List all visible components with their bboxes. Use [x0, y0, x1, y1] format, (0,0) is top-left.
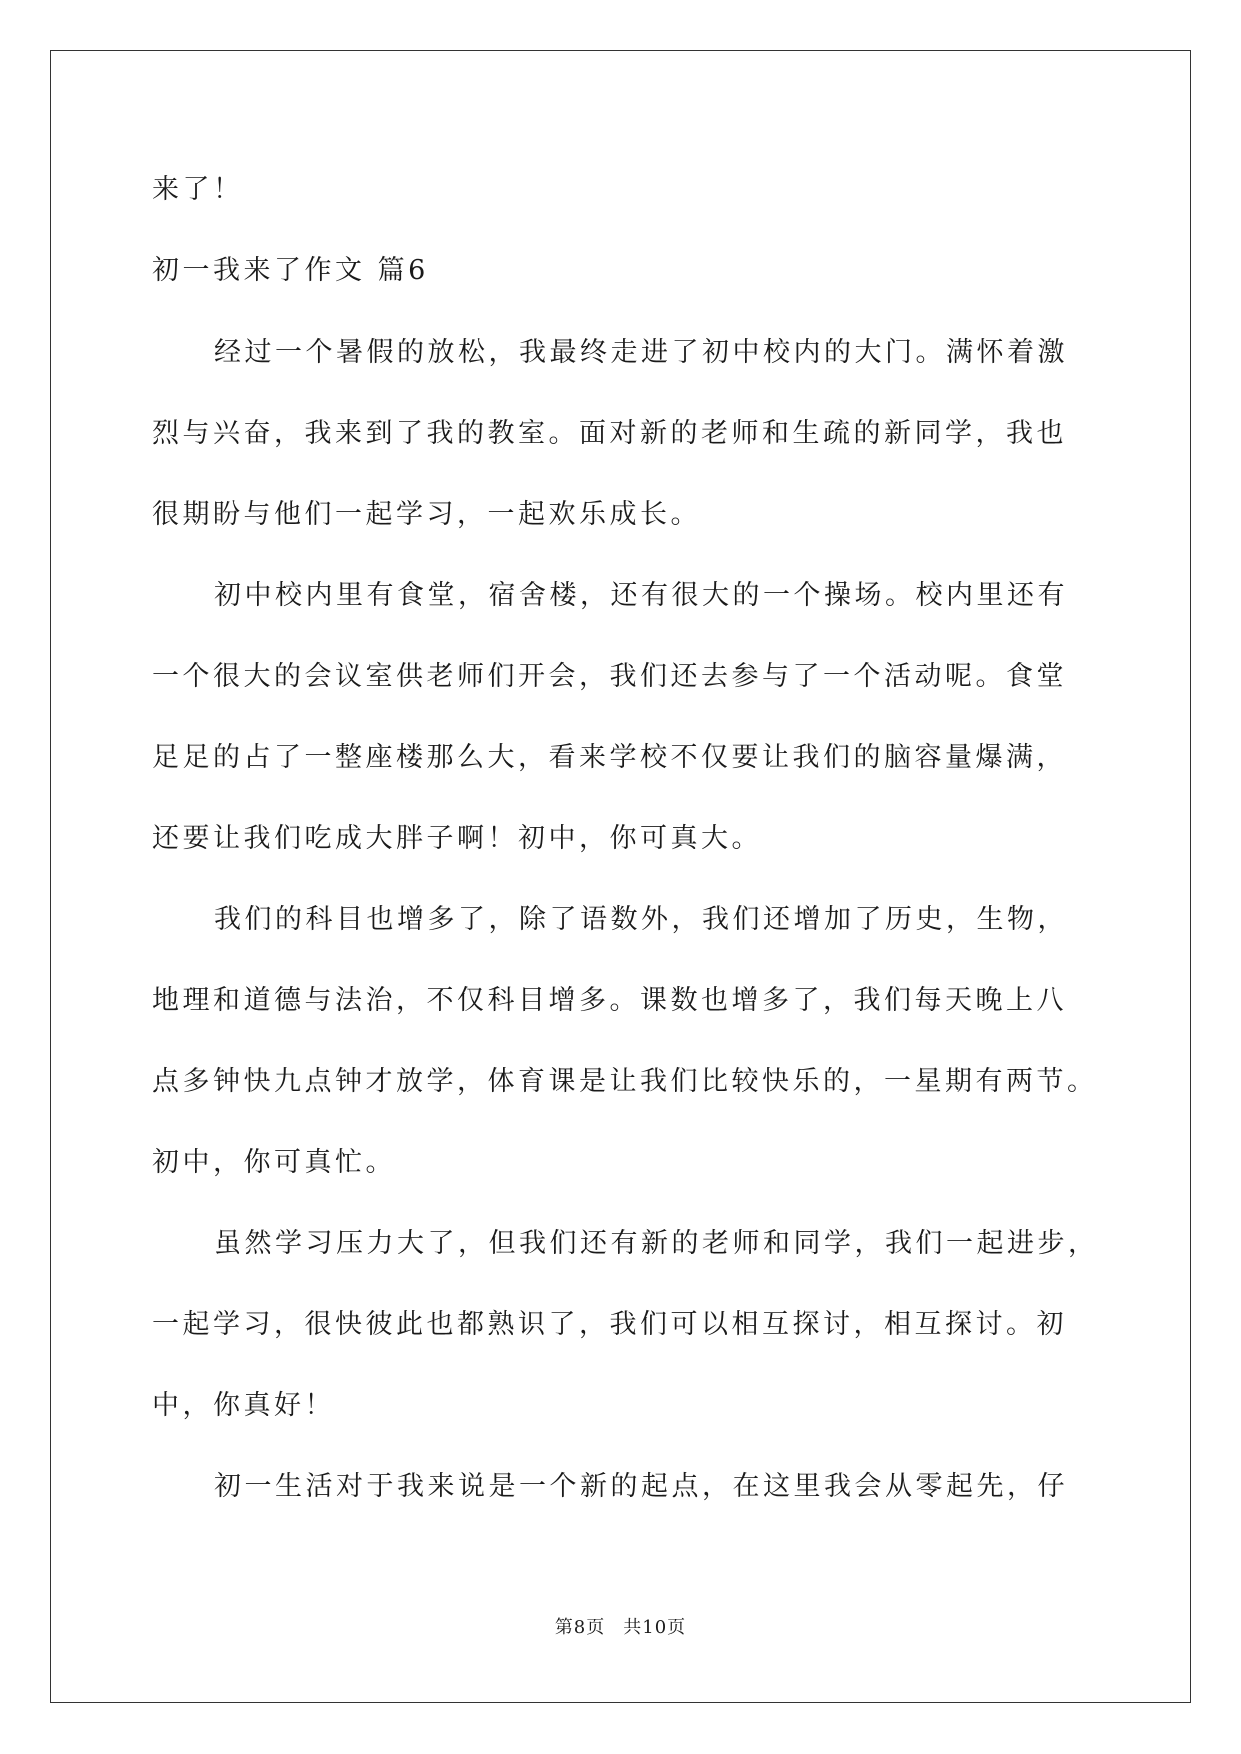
- text-line: 一个很大的会议室供老师们开会，我们还去参与了一个活动呢。食堂: [152, 661, 1067, 692]
- section-heading: 初一我来了作文 篇6: [152, 255, 429, 286]
- page-frame: [50, 50, 1191, 1703]
- page-footer: [0, 1619, 1241, 1637]
- text-line: 我们的科目也增多了，除了语数外，我们还增加了历史，生物，: [214, 904, 1068, 935]
- page-number: 第8页: [554, 1617, 606, 1638]
- text-line: 很期盼与他们一起学习，一起欢乐成长。: [152, 499, 701, 530]
- text-line: 经过一个暑假的放松，我最终走进了初中校内的大门。满怀着激: [214, 337, 1068, 368]
- text-line: 一起学习，很快彼此也都熟识了，我们可以相互探讨，相互探讨。初: [152, 1309, 1067, 1340]
- text-line: 初一生活对于我来说是一个新的起点，在这里我会从零起先，仔: [214, 1471, 1068, 1502]
- text-line: 还要让我们吃成大胖子啊！初中，你可真大。: [152, 823, 762, 854]
- page-total: 共10页: [623, 1617, 687, 1638]
- text-line: 地理和道德与法治，不仅科目增多。课数也增多了，我们每天晚上八: [152, 985, 1067, 1016]
- text-line: 初中校内里有食堂，宿舍楼，还有很大的一个操场。校内里还有: [214, 580, 1068, 611]
- text-line: 点多钟快九点钟才放学，体育课是让我们比较快乐的，一星期有两节。: [152, 1066, 1098, 1097]
- text-line: 虽然学习压力大了，但我们还有新的老师和同学，我们一起进步，: [214, 1228, 1099, 1259]
- text-line: 烈与兴奋，我来到了我的教室。面对新的老师和生疏的新同学，我也: [152, 418, 1067, 449]
- text-line: 中，你真好！: [152, 1390, 335, 1421]
- text-line: 初中，你可真忙。: [152, 1147, 396, 1178]
- text-line: 来了！: [152, 174, 244, 205]
- text-line: 足足的占了一整座楼那么大，看来学校不仅要让我们的脑容量爆满，: [152, 742, 1067, 773]
